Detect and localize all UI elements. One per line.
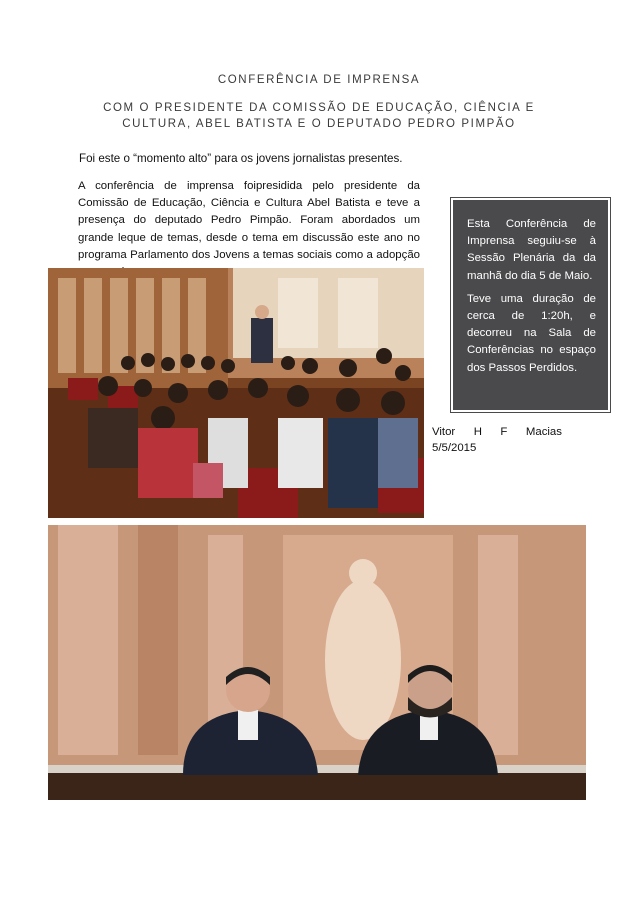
audience-photo-image	[48, 268, 424, 518]
intro-line: Foi este o “momento alto” para os jovens jornalistas presentes.	[79, 152, 403, 165]
sidebox-paragraph-2: Teve uma duração de cerca de 1:20h, e decorreu na Sala de Conferências no espaço dos Passos Perdidos.	[467, 292, 596, 374]
audience-photo	[48, 268, 424, 518]
info-sidebox	[451, 198, 610, 412]
author-name-part: Macias	[525, 426, 562, 438]
author-name-part: H	[473, 426, 482, 438]
author-block	[432, 424, 562, 456]
speakers-photo-image	[48, 525, 586, 800]
speakers-photo	[48, 525, 586, 800]
author-date: 5/5/2015	[432, 442, 477, 454]
sidebox-paragraph-1: Esta Conferência de Imprensa seguiu-se à Sessão Plenária da da manhã do dia 5 de Maio.	[467, 218, 596, 282]
document-subtitle: COM O PRESIDENTE DA COMISSÃO DE EDUCAÇÃO, CIÊNCIA E CULTURA, ABEL BATISTA E O DEPUTADO PEDRO PIMPÃO	[103, 102, 535, 130]
author-name-part: Vitor	[432, 426, 456, 438]
author-name-part: F	[500, 426, 508, 438]
body-paragraph: A conferência de imprensa foipresidida pelo presidente da Comissão de Educação, Ciência e Cultura Abel Batista e teve a presença do deputado Pedro Pimpão. Foram abordados um grande leque de temas, desde o tema em discussão este ano no programa Parlamento dos Jovens a temas sociais como a adopção	[78, 180, 420, 261]
author-name	[432, 424, 562, 440]
document-title: CONFERÊNCIA DE IMPRENSA	[217, 74, 421, 86]
